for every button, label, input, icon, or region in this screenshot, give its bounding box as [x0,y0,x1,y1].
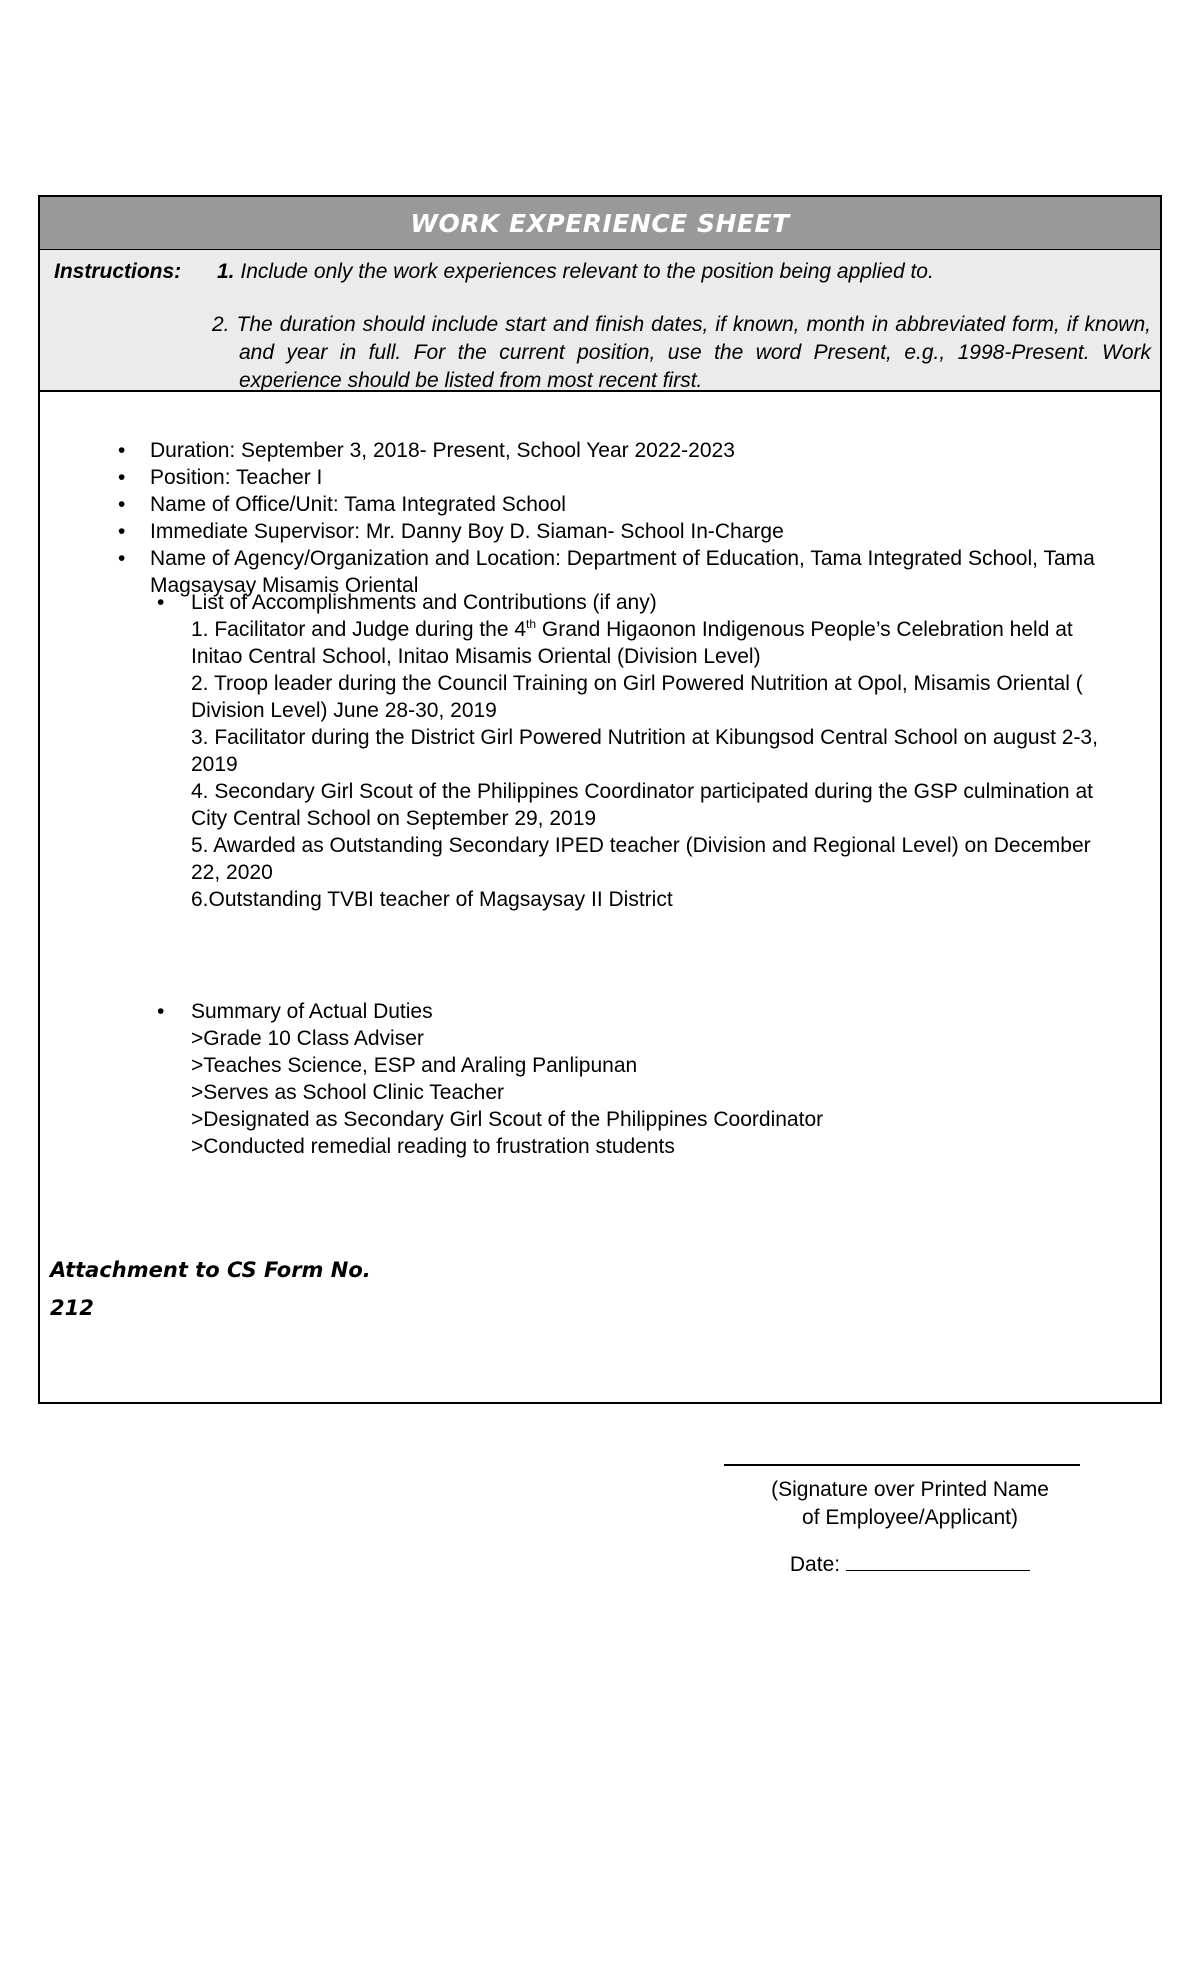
accomplishment-1-text: 1. Facilitator and Judge during the 4 [191,618,527,641]
detail-agency: • Name of Agency/Organization and Location: Department of Education, Tama Integrated School, Tama Magsaysay Misamis Oriental [118,545,1128,599]
accomplishments-heading: List of Accomplishments and Contributions (if any) [191,591,657,614]
signature-line [724,1464,1080,1466]
instructions-panel [40,250,1160,392]
accomplishment-item: 2. Troop leader during the Council Training on Girl Powered Nutrition at Opol, Misamis Oriental ( Division Level) June 28-30, 2019 [191,672,1083,722]
accomplishment-item: 5. Awarded as Outstanding Secondary IPED teacher (Division and Regional Level) on December 22, 2020 [191,834,1091,884]
date-label: Date: [789,1553,841,1576]
date-blank-line [846,1552,1030,1571]
accomplishment-1-rest: Grand Higaonon Indigenous People’s Celebration held at Initao Central School, Initao Misamis Oriental (Division Level) [191,618,1073,668]
accomplishment-item: 6.Outstanding TVBI teacher of Magsaysay II District [191,888,673,911]
accomplishments-section [157,589,1117,913]
work-experience-sheet [38,195,1162,1404]
instructions-label: Instructions: [54,260,182,283]
accomplishment-item: 4. Secondary Girl Scout of the Philippines Coordinator participated during the GSP culmination at City Central School on September 29, 2019 [191,780,1093,830]
bullet-icon: • [157,591,165,614]
instruction-1-text: Include only the work experiences relevant to the position being applied to. [240,260,934,283]
duty-item: >Designated as Secondary Girl Scout of the Philippines Coordinator [191,1108,824,1131]
signature-caption-line-1: (Signature over Printed Name [771,1478,1049,1501]
duty-item: >Teaches Science, ESP and Araling Panlipunan [191,1054,638,1077]
detail-office-unit: • Name of Office/Unit: Tama Integrated School [118,491,1128,518]
duty-item: >Grade 10 Class Adviser [191,1027,424,1050]
duties-section [157,998,1117,1160]
date-field [700,1552,1120,1577]
signature-caption-line-2: of Employee/Applicant) [802,1506,1018,1529]
ordinal-suffix: th [526,617,537,631]
signature-block [700,1464,1120,1577]
instruction-2: 2. The duration should include start and finish dates, if known, month in abbreviated form, if known, and year in full. For the current position, use the word Present, e.g., 1998-Present. Work experience should be listed from most recent first. [212,313,1151,392]
duty-item: >Serves as School Clinic Teacher [191,1081,505,1104]
instruction-1 [217,260,934,284]
work-details-list [118,437,1128,599]
duties-heading: Summary of Actual Duties [191,1000,433,1023]
accomplishment-item [191,616,1117,670]
signature-caption [700,1476,1120,1532]
accomplishment-item: 3. Facilitator during the District Girl Powered Nutrition at Kibungsod Central School on august 2-3, 2019 [191,726,1098,776]
detail-supervisor: • Immediate Supervisor: Mr. Danny Boy D. Siaman- School In-Charge [118,518,1128,545]
detail-duration: • Duration: September 3, 2018- Present, School Year 2022-2023 [118,437,1128,464]
duty-item: >Conducted remedial reading to frustration students [191,1135,675,1158]
attachment-label: Attachment to CS Form No. 212 [38,1251,398,1289]
detail-position: • Position: Teacher I [118,464,1128,491]
instruction-1-number: 1. [217,260,235,283]
bullet-icon: • [157,1000,165,1023]
sheet-title: WORK EXPERIENCE SHEET [40,197,1160,250]
